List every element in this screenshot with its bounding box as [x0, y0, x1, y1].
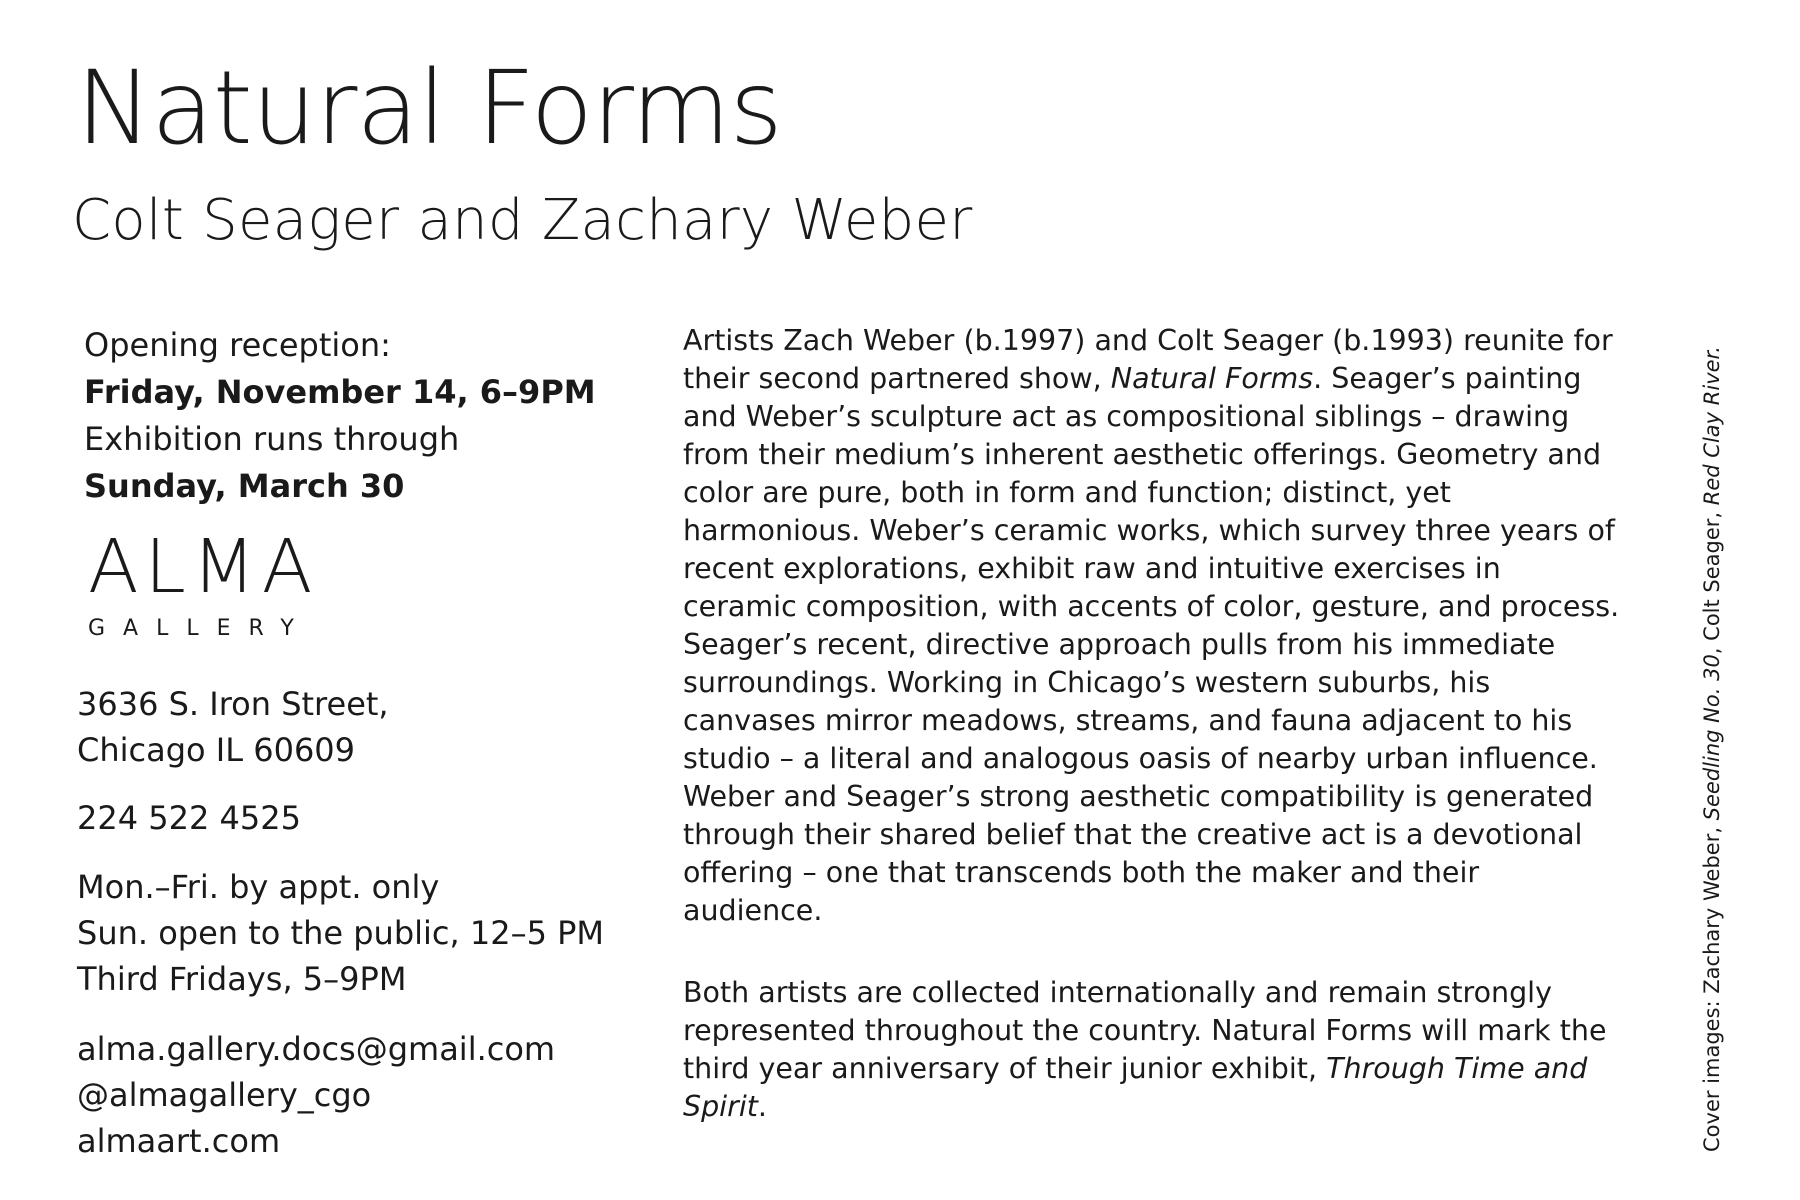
credit-work-1: Seedling No. 30: [1700, 654, 1724, 821]
gallery-logo: [88, 524, 348, 641]
p1-text-a: Artists Zach Weber (b.1997) and Colt Seager (b.1993) reunite for their second partnered show,: [683, 324, 1613, 395]
website-link[interactable]: almaart.com: [77, 1122, 281, 1160]
reception-label: Opening reception:: [84, 326, 391, 364]
contact-info: [77, 1026, 677, 1164]
logo-subword: GALLERY: [88, 616, 312, 641]
exhibition-description: [683, 322, 1623, 1126]
hours-line-2: Sun. open to the public, 12–5 PM: [77, 914, 605, 952]
address-line-1: 3636 S. Iron Street,: [77, 685, 389, 723]
credit-middle: , Colt Seager,: [1700, 505, 1724, 655]
junior-exhibit-title: Through Time and Spirit: [683, 1052, 1588, 1123]
end-date: Sunday, March 30: [84, 467, 405, 505]
logo-word: ALMA: [88, 524, 319, 610]
address-line-2: Chicago IL 60609: [77, 731, 356, 769]
reception-date: Friday, November 14, 6–9PM: [84, 373, 596, 411]
hours-line-1: Mon.–Fri. by appt. only: [77, 868, 440, 906]
email-link[interactable]: alma.gallery.docs@gmail.com: [77, 1030, 556, 1068]
opening-hours: [77, 864, 677, 1002]
page-title: Natural Forms: [76, 49, 782, 168]
instagram-handle[interactable]: @almagallery_cgo: [77, 1076, 372, 1114]
artists-subtitle: Colt Seager and Zachary Weber: [72, 188, 973, 253]
credit-prefix: Cover images: Zachary Weber,: [1700, 820, 1724, 1152]
description-paragraph-2: [683, 974, 1623, 1126]
cover-image-credit: [1700, 346, 1724, 1152]
reception-info: [84, 322, 644, 510]
show-title-italic: Natural Forms: [1110, 362, 1314, 395]
description-paragraph-1: [683, 322, 1623, 930]
address: [77, 681, 677, 773]
runs-label: Exhibition runs through: [84, 420, 460, 458]
p2-text-b: .: [757, 1090, 767, 1123]
p2-text-a: Both artists are collected internationally and remain strongly represented throughout the country. Natural Forms will mark the third year anniversary of their junior exhibit,: [683, 976, 1607, 1085]
phone-number: 224 522 4525: [77, 799, 301, 837]
hours-line-3: Third Fridays, 5–9PM: [77, 960, 407, 998]
credit-work-2: Red Clay River.: [1700, 346, 1724, 506]
p1-text-b: . Seager’s painting and Weber’s sculpture act as compositional siblings – drawing from their medium’s inherent aesthetic offerings. Geometry and color are pure, both in form and function; distinct, yet harmonious. Weber’s ceramic works, which survey three years of recent explorations, exhibit raw and intuitive exercises in ceramic composition, with accents of color, gesture, and process. Seager’s recent, directive approach pulls from his immediate surroundings. Working in Chicago’s western suburbs, his canvases mirror meadows, streams, and fauna adjacent to his studio – a literal and analogous oasis of nearby urban influence. Weber and Seager’s strong aesthetic compatibility is generated through their shared belief that the creative act is a devotional offering – one that transcends both the maker and their audience.: [683, 362, 1620, 927]
